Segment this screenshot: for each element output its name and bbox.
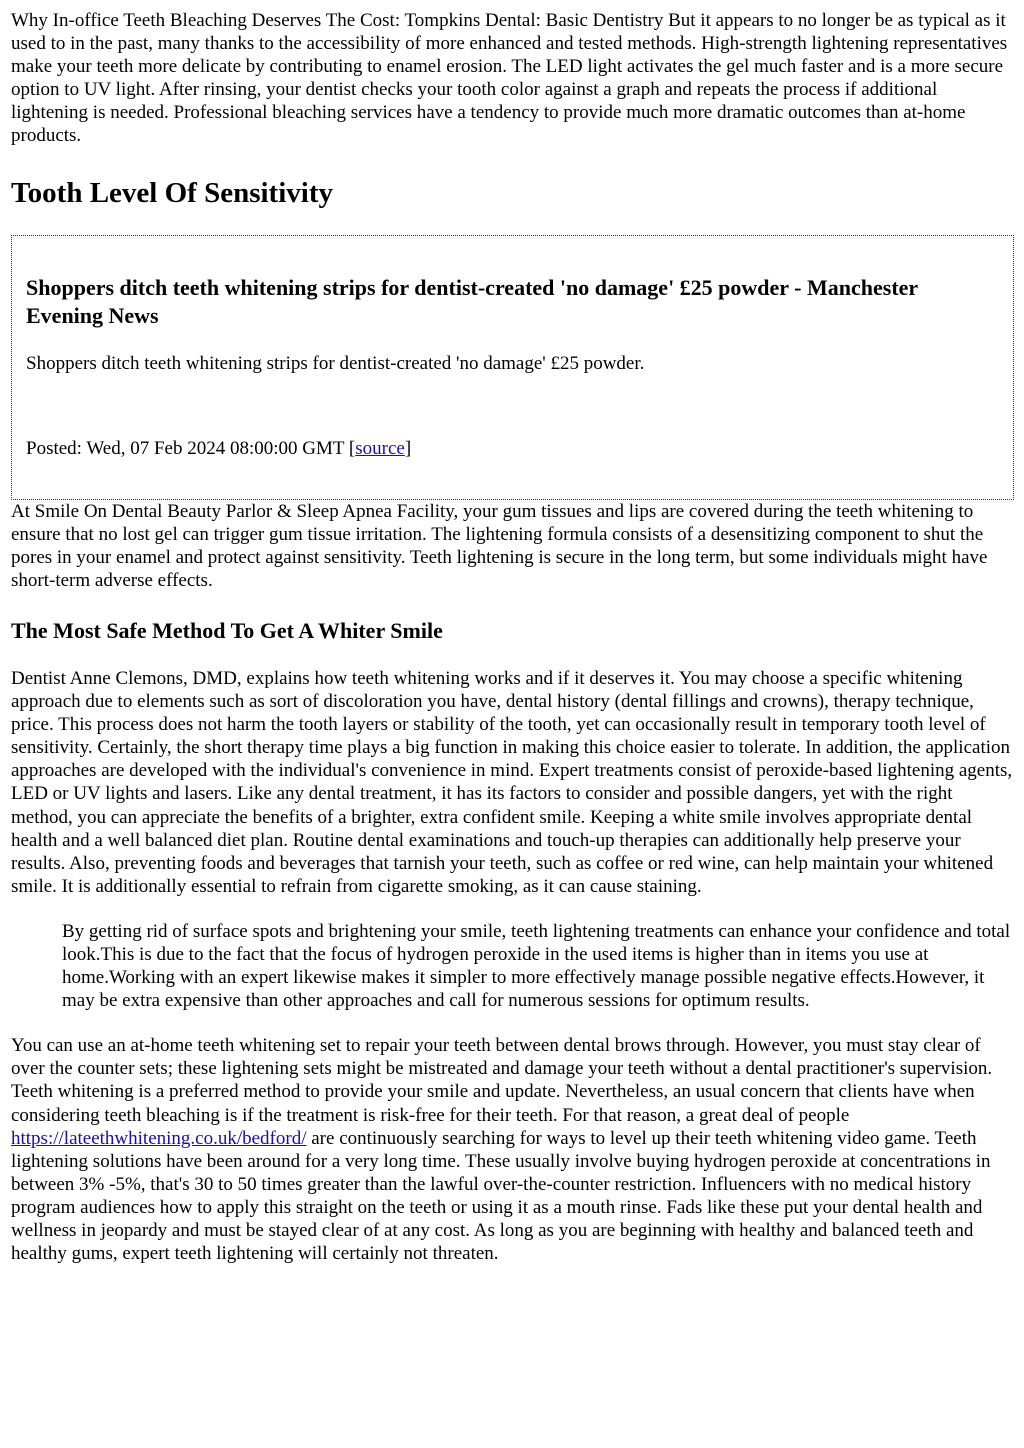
- news-source-link[interactable]: source: [355, 437, 405, 459]
- blockquote: By getting rid of surface spots and brightening your smile, teeth lightening treatments can enhance your confidence and total look.This is due to the fact that the focus of hydrogen peroxide in the used items is higher than in items you use at home.Working with an expert likewise makes it simpler to more effectively manage possible negative effects.However, it may be extra expensive than other approaches and call for numerous sessions for optimum results.: [62, 920, 1011, 1012]
- news-card: [11, 235, 1014, 500]
- intro-paragraph: Why In-office Teeth Bleaching Deserves The Cost: Tompkins Dental: Basic Dentistry But it appears to no longer be as typical as it used to in the past, many thanks to the accessibility of more enhanced and tested methods. High-strength lightening representatives make your teeth more delicate by contributing to enamel erosion. The LED light activates the gel much faster and is a more secure option to UV light. After rinsing, your dentist checks your tooth color against a graph and repeats the process if additional lightening is needed. Professional bleaching services have a tendency to provide much more dramatic outcomes than at-home products.: [11, 10, 1008, 147]
- paragraph-clemons: Dentist Anne Clemons, DMD, explains how teeth whitening works and if it deserves it. You may choose a specific whitening approach due to elements such as sort of discoloration you have, dental history (dental fillings and crowns), therapy technique, price. This process does not harm the tooth layers or stability of the tooth, yet can occasionally result in temporary tooth level of sensitivity. Certainly, the short therapy time plays a big function in making this choice easier to tolerate. In addition, the application approaches are developed with the individual's convenience in mind. Expert treatments consist of peroxide-based lightening agents, LED or UV lights and lasers. Like any dental treatment, it has its factors to consider and possible dangers, yet with the right method, you can appreciate the benefits of a brighter, extra confident smile. Keeping a white smile involves appropriate dental health and a well balanced diet plan. Routine dental examinations and touch-up therapies can additionally help preserve your results. Also, preventing foods and beverages that tarnish your teeth, such as coffee or red wine, can help maintain your whitened smile. It is additionally essential to refrain from cigarette smoking, as it can cause staining.: [11, 667, 1013, 897]
- heading-tooth-sensitivity: Tooth Level Of Sensitivity: [11, 176, 333, 209]
- home-kit-text-after-link: are continuously searching for ways to level up their teeth whitening video game. Teeth lightening solutions have been around for a very long time. These usually involve buying hydrogen peroxide at concentrations in between 3% -5%, that's 30 to 50 times greater than the lawful over-the-counter restriction. Influencers with no medical history program audiences how to apply this straight on the teeth or using it as a mouth rinse. Fads like these put your dental health and wellness in jeopardy and must be stayed clear of at any cost. As long as you are beginning with healthy and balanced teeth and healthy gums, expert teeth lightening will certainly not threaten.: [11, 1127, 991, 1265]
- news-posted-line: [26, 437, 999, 460]
- lateethwhitening-link[interactable]: https://lateethwhitening.co.uk/bedford/: [11, 1127, 307, 1149]
- heading-safe-method: The Most Safe Method To Get A Whiter Smile: [11, 617, 443, 643]
- news-posted-date: Posted: Wed, 07 Feb 2024 08:00:00 GMT [: [26, 437, 356, 459]
- news-title: Shoppers ditch teeth whitening strips for dentist-created 'no damage' £25 powder - Manchester Evening News: [26, 274, 918, 328]
- news-posted-close-bracket: ]: [404, 437, 412, 459]
- paragraph-smile-on: At Smile On Dental Beauty Parlor & Sleep Apnea Facility, your gum tissues and lips are covered during the teeth whitening to ensure that no lost gel can trigger gum tissue irritation. The lightening formula consists of a desensitizing component to shut the pores in your enamel and protect against sensitivity. Teeth lightening is secure in the long term, but some individuals might have short-term adverse effects.: [11, 500, 988, 591]
- home-kit-text-before-link: You can use an at-home teeth whitening set to repair your teeth between dental brows through. However, you must stay clear of over the counter sets; these lightening sets might be mistreated and damage your teeth without a dental practitioner's supervision. Teeth whitening is a preferred method to provide your smile and update. Nevertheless, an usual concern that clients have when considering teeth bleaching is if the treatment is risk-free for their teeth. For that reason, a great deal of people: [11, 1035, 993, 1126]
- news-description: Shoppers ditch teeth whitening strips for dentist-created 'no damage' £25 powder.: [26, 352, 645, 374]
- paragraph-home-kit: [11, 1034, 1014, 1265]
